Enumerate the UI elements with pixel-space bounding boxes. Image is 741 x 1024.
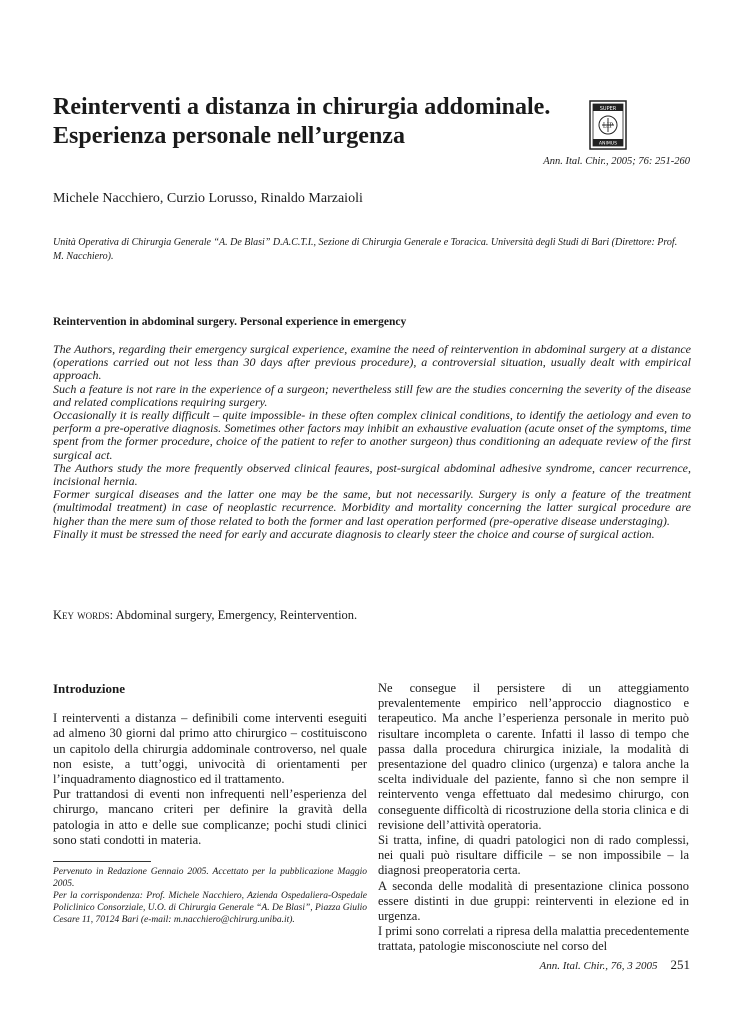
abstract <box>53 343 691 541</box>
abstract-title: Reintervention in abdominal surgery. Personal experience in emergency <box>53 316 407 328</box>
page-number: 251 <box>670 957 690 972</box>
seal-bottom-text: ANIMUS <box>598 141 618 147</box>
abstract-paragraph: Finally it must be stressed the need for early and accurate diagnosis to clearly steer the choice and course of surgical action. <box>53 526 655 541</box>
body-paragraph: I primi sono correlati a ripresa della malattia precedentemente trattata, patologie misconosciute nel corso del <box>378 924 689 954</box>
body-paragraph: I reinterventi a distanza – definibili come interventi eseguiti ad almeno 30 giorni dal primo atto chirurgico – costituiscono un capitolo della chirurgia addominale controverso, nel quale non esiste, a tutt’oggi, univocità di orientamenti per l’inquadramento diagnostico ed il trattamento. <box>53 711 367 787</box>
page-footer <box>540 957 690 973</box>
title-line-2: Esperienza personale nell’urgenza <box>53 123 405 149</box>
seal-top-text: SUPER <box>599 105 617 112</box>
affiliation: Unità Operativa di Chirurgia Generale “A. De Blasi” D.A.C.T.I., Sezione di Chirurgia Generale e Toracica. Università degli Studi di Bari (Direttore: Prof. M. Nacchiero). <box>53 237 678 262</box>
footer-journal: Ann. Ital. Chir., 76, 3 2005 <box>539 960 658 972</box>
body-column-left <box>53 681 367 848</box>
body-paragraph: Pur trattandosi di eventi non infrequenti nell’esperienza del chirurgo, mancano criteri per definire la gravità della patologia in atto e delle sue complicanze; pochi studi clinici sono stati condotti in materia. <box>53 787 367 847</box>
footnotes <box>53 866 367 926</box>
keywords-value: Abdominal surgery, Emergency, Reintervention. <box>115 608 358 622</box>
section-heading: Introduzione <box>53 681 125 696</box>
title-line-1: Reinterventi a distanza in chirurgia addominale. <box>53 94 551 120</box>
authors: Michele Nacchiero, Curzio Lorusso, Rinaldo Marzaioli <box>53 191 363 206</box>
keywords-label: Key words: <box>53 608 114 622</box>
abstract-paragraph: The Authors, regarding their emergency surgical experience, examine the need of reintervention in abdominal surgery at a distance (operations carried out not less than 30 days after previous procedure), a controversial situation, usually dealt with empirical approach. <box>53 342 691 383</box>
keywords <box>53 608 357 623</box>
footnote-divider <box>53 861 151 862</box>
body-column-right <box>378 681 689 955</box>
body-paragraph: Si tratta, infine, di quadri patologici non di rado complessi, nei quali può risultare difficile – se non impossibile – la diagnosi preoperatoria certa. <box>378 833 689 878</box>
footnote: Pervenuto in Redazione Gennaio 2005. Accettato per la pubblicazione Maggio 2005. <box>53 867 367 889</box>
abstract-paragraph: The Authors study the more frequently observed clinical feaures, post-surgical abdominal adhesive syndrome, cancer recurrence, incisional hernia. <box>53 460 691 489</box>
abstract-paragraph: Occasionally it is really difficult – quite impossible- in these often complex clinical conditions, to identify the aetiology and even to perform a pre-operative diagnosis. Sometimes other factors may inhibit an exhaustive evaluation (acute onset of the symptoms, time spent from the former procedure, choice of the patient to refer to another surgeon) thus conditioning an adequate review of the first surgical act. <box>53 408 691 462</box>
seal-center-text: LIP <box>602 122 614 130</box>
abstract-paragraph: Former surgical diseases and the latter one may be the same, but not necessarily. Surgery is only a feature of the treatment (multimodal treatment) in case of neoplastic recurrence. Morbidity and mortality concerning the latter surgical procedure are higher than the mere sum of those related to both the former and last operation performed (pre-operative disease understaging). <box>53 487 691 528</box>
body-paragraph: A seconda delle modalità di presentazione clinica possono essere distinti in due gruppi: reinterventi in elezione ed in urgenza. <box>378 878 689 924</box>
footnote: Per la corrispondenza: Prof. Michele Nacchiero, Azienda Ospedaliera-Ospedale Policlinico Consorziale, U.O. di Chirurgia Generale “A. De Blasi”, Piazza Giulio Cesare 11, 70124 Bari (e-mail: m.nacchiero@chirurg.uniba.it). <box>53 891 367 925</box>
journal-seal-icon <box>589 100 627 150</box>
abstract-paragraph: Such a feature is not rare in the experience of a surgeon; nevertheless still few are the studies concerning the severity of the disease and related complications requiring surgery. <box>53 381 691 409</box>
journal-reference: Ann. Ital. Chir., 2005; 76: 251-260 <box>543 156 690 167</box>
page-title <box>53 93 573 151</box>
body-paragraph: Ne consegue il persistere di un atteggiamento prevalentemente empirico nell’approccio diagnostico e terapeutico. Ma anche l’esperienza personale in merito può risultare incompleta o carente. Infatti il lasso di tempo che passa dalla procedura chirurgica iniziale, la modalità di presentazione del quadro clinico (urgenza) e talora anche la scelta individuale del paziente, fanno sì che non sempre il reintervento venga effettuato dal medesimo chirurgo, con conseguente difficoltà di ricostruzione della storia clinica e di revisione dell’attività operatoria. <box>378 681 689 832</box>
